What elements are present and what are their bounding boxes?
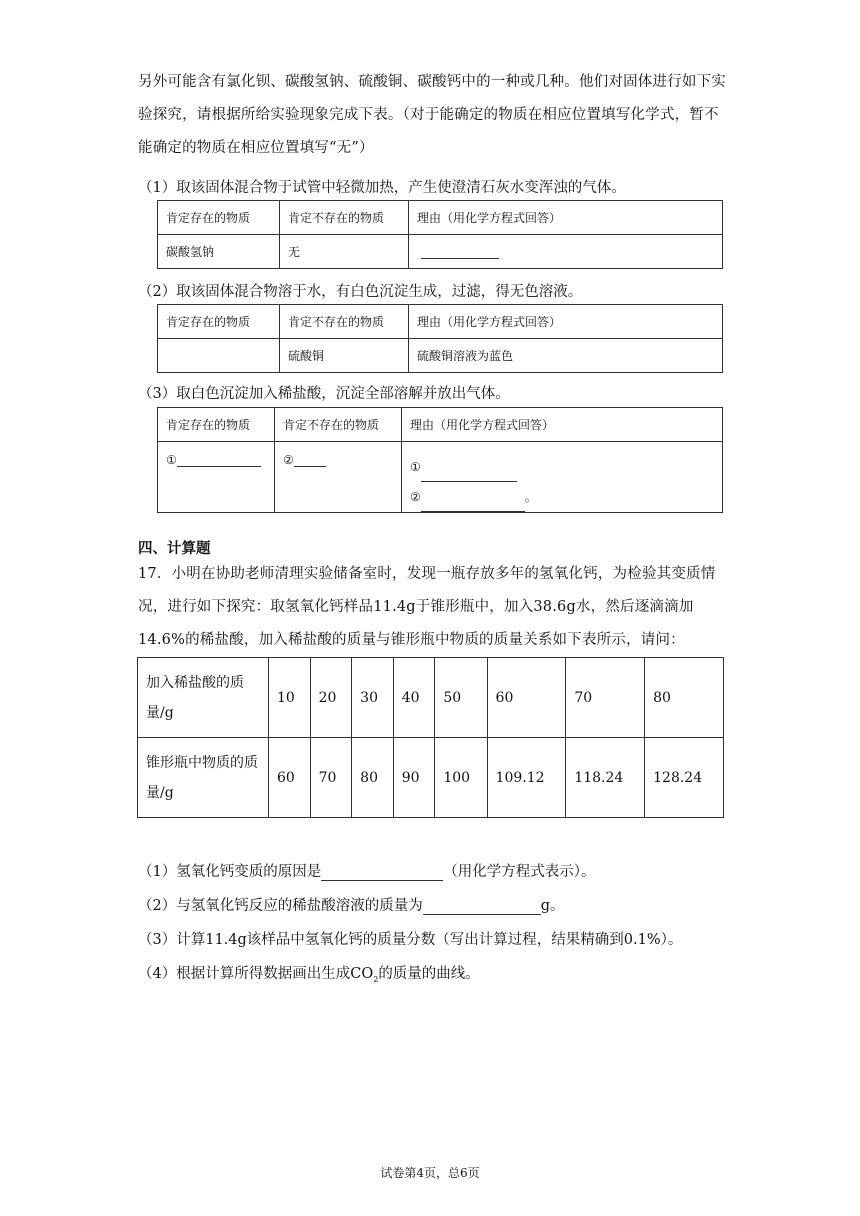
cell-reason-blank[interactable] bbox=[409, 235, 723, 269]
row1-cell: 30 bbox=[352, 658, 394, 738]
sub-question-1: （1）氢氧化钙变质的原因是 （用化学方程式表示）。 bbox=[138, 864, 596, 880]
section-title: 四、计算题 bbox=[138, 540, 211, 557]
row1-cell: 10 bbox=[269, 658, 311, 738]
cell-present-blank[interactable]: ① bbox=[158, 442, 275, 513]
data-table bbox=[137, 657, 724, 818]
header-absent: 肯定不存在的物质 bbox=[280, 201, 409, 235]
header-reason: 理由（用化学方程式回答） bbox=[402, 408, 723, 442]
row1-cell: 40 bbox=[393, 658, 435, 738]
header-absent: 肯定不存在的物质 bbox=[275, 408, 402, 442]
row2-cell: 118.24 bbox=[566, 738, 645, 818]
step2-text: （2）取该固体混合物溶于水，有白色沉淀生成，过滤，得无色溶液。 bbox=[138, 284, 583, 300]
sub-question-3: （3）计算11.4g该样品中氢氧化钙的质量分数（写出计算过程，结果精确到0.1%）。 bbox=[138, 932, 683, 948]
cell-absent: 无 bbox=[280, 235, 409, 269]
row1-cell: 60 bbox=[487, 658, 566, 738]
row2-cell: 100 bbox=[435, 738, 487, 818]
step1-table bbox=[157, 200, 723, 269]
cell-reason-blanks[interactable]: ① ② 。 bbox=[402, 442, 723, 513]
row1-cell: 70 bbox=[566, 658, 645, 738]
header-present: 肯定存在的物质 bbox=[158, 201, 280, 235]
step2-table bbox=[157, 304, 723, 373]
row2-cell: 109.12 bbox=[487, 738, 566, 818]
header-reason: 理由（用化学方程式回答） bbox=[409, 305, 723, 339]
header-reason: 理由（用化学方程式回答） bbox=[409, 201, 723, 235]
row2-cell: 70 bbox=[310, 738, 352, 818]
page-footer: 试卷第4页，总6页 bbox=[380, 1166, 480, 1180]
row2-label: 锥形瓶中物质的质量/g bbox=[138, 738, 269, 818]
step3-table bbox=[157, 407, 723, 513]
row2-cell: 80 bbox=[352, 738, 394, 818]
row1-cell: 80 bbox=[645, 658, 724, 738]
header-present: 肯定存在的物质 bbox=[158, 305, 280, 339]
sub-question-4: （4）根据计算所得数据画出生成$CO_2$的质量的曲线。 bbox=[138, 966, 480, 984]
row1-cell: 50 bbox=[435, 658, 487, 738]
row2-cell: 128.24 bbox=[645, 738, 724, 818]
step3-text: （3）取白色沉淀加入稀盐酸，沉淀全部溶解并放出气体。 bbox=[138, 386, 510, 402]
row2-cell: 90 bbox=[393, 738, 435, 818]
cell-present: 碳酸氢钠 bbox=[158, 235, 280, 269]
cell-present-blank[interactable] bbox=[158, 339, 280, 373]
header-present: 肯定存在的物质 bbox=[158, 408, 275, 442]
intro-paragraph: 另外可能含有氯化钡、碳酸氢钠、硫酸铜、碳酸钙中的一种或几种。他们对固体进行如下实验探究，请根据所给实验现象完成下表。（对于能确定的物质在相应位置填写化学式，暂不能确定的物质在相应位置填写“无”） bbox=[138, 74, 726, 156]
q17-text: 17．小明在协助老师清理实验储备室时，发现一瓶存放多年的氢氧化钙，为检验其变质情况，进行如下探究：取氢氧化钙样品11.4g于锥形瓶中，加入38.6g水，然后逐滴滴加14.6%的稀盐酸，加入稀盐酸的质量与锥形瓶中物质的质量关系如下表所示，请问： bbox=[138, 566, 716, 648]
row1-label: 加入稀盐酸的质量/g bbox=[138, 658, 269, 738]
cell-absent: 硫酸铜 bbox=[280, 339, 409, 373]
row2-cell: 60 bbox=[269, 738, 311, 818]
answer-blank[interactable] bbox=[423, 900, 541, 915]
step1-text: （1）取该固体混合物于试管中轻微加热，产生使澄清石灰水变浑浊的气体。 bbox=[138, 180, 626, 196]
cell-absent-blank[interactable]: ② bbox=[275, 442, 402, 513]
cell-reason: 硫酸铜溶液为蓝色 bbox=[409, 339, 723, 373]
sub-question-2: （2）与氢氧化钙反应的稀盐酸溶液的质量为 g。 bbox=[138, 898, 565, 914]
header-absent: 肯定不存在的物质 bbox=[280, 305, 409, 339]
answer-blank[interactable] bbox=[321, 866, 443, 881]
row1-cell: 20 bbox=[310, 658, 352, 738]
